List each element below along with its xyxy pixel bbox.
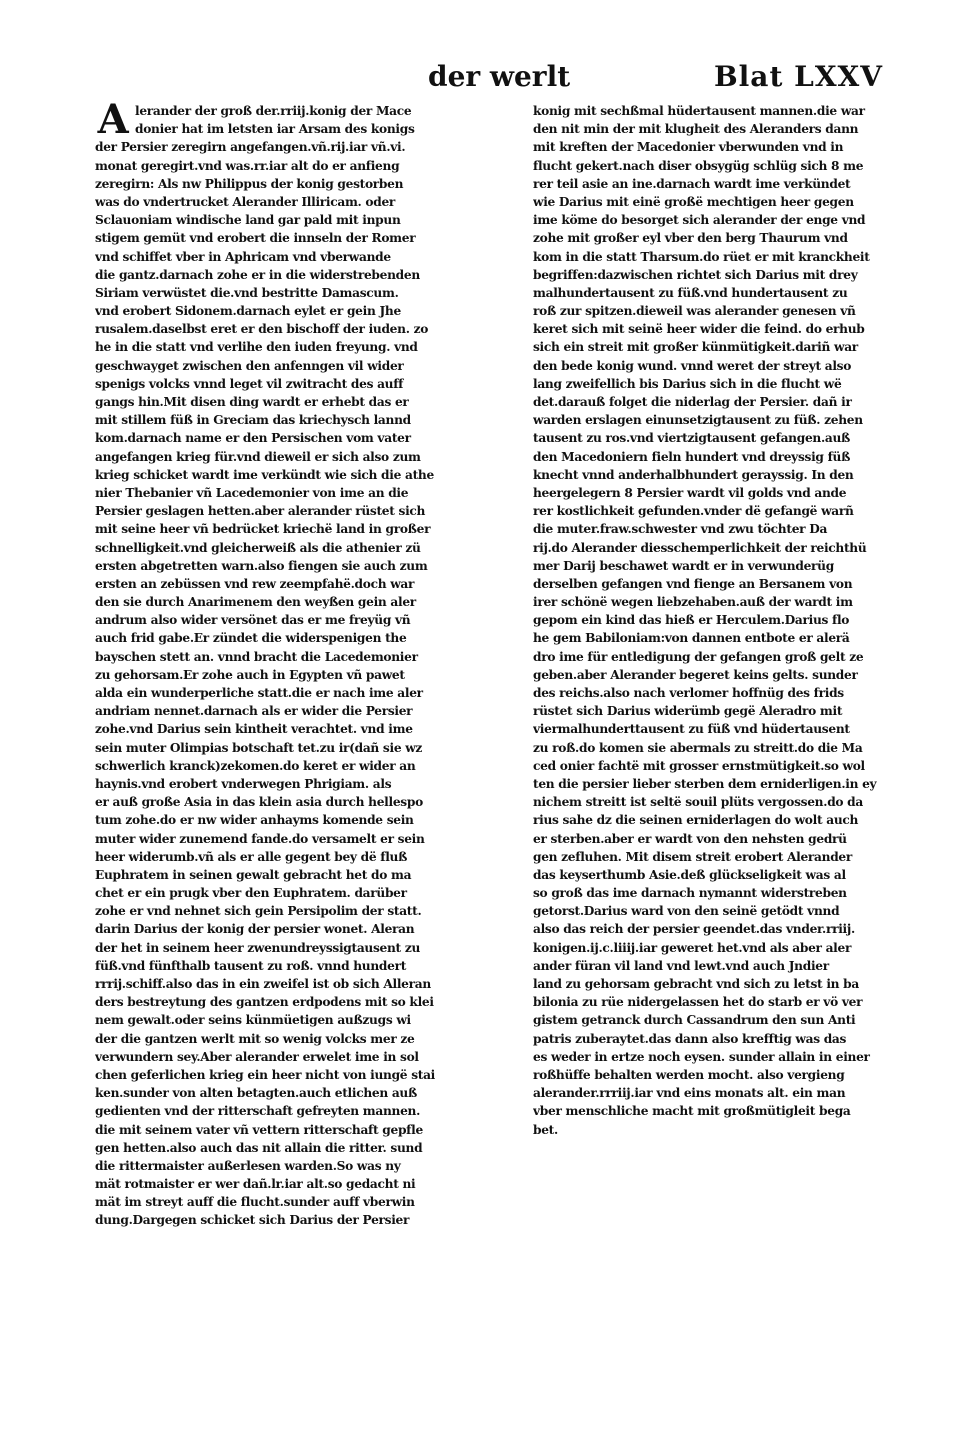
text-line: er sterben.aber er wardt von den nehsten gedrü bbox=[533, 831, 847, 846]
text-line: roßhüffe behalten werden mocht. also vergieng bbox=[533, 1067, 845, 1082]
text-line: krieg schicket wardt ime verkündt wie sich die athe bbox=[95, 467, 434, 482]
text-line: den sie durch Anarimenem den weyßen gein aler bbox=[95, 595, 416, 610]
text-line: spenigs volcks vnnd leget vil zwitracht des auff bbox=[95, 376, 404, 391]
text-line: der Persier zeregirn angefangen.vñ.rij.iar vñ.vi. bbox=[95, 140, 406, 155]
text-line: nier Thebanier vñ Lacedemonier von ime an die bbox=[95, 485, 409, 500]
text-line: knecht vnnd anderhalbhundert gerayssig. In den bbox=[533, 467, 854, 482]
text-line: land zu gehorsam gebracht vnd sich zu letst in ba bbox=[533, 977, 859, 991]
running-head bbox=[0, 60, 960, 100]
text-line: haynis.vnd erobert vnderwegen Phrigiam. als bbox=[95, 776, 392, 791]
header-title: der werlt bbox=[428, 60, 571, 93]
text-line: Sclauoniam windische land gar pald mit inpun bbox=[95, 213, 401, 228]
text-line: derselben gefangen vnd fienge an Bersanem von bbox=[533, 576, 853, 591]
text-line: chet er ein prugk vber den Euphratem. darüber bbox=[95, 886, 407, 901]
decorated-initial: A bbox=[97, 96, 129, 143]
folio-number: Blat LXXV bbox=[714, 60, 883, 93]
text-line: heergelegern 8 Persier wardt vil golds vnd ande bbox=[533, 485, 847, 500]
text-line: gen zefluhen. Mit disem streit erobert Alerander bbox=[533, 849, 853, 864]
text-line: irer schönë wegen liebzehaben.auß der wardt im bbox=[533, 595, 853, 610]
text-line: wie Darius mit einë großë mechtigen heer gegen bbox=[533, 194, 854, 209]
opening-block bbox=[95, 96, 457, 143]
text-line: rij.do Alerander diesschemperlichkeit der reichthü bbox=[533, 540, 867, 555]
text-line: konig mit sechßmal hüdertausent mannen.die war bbox=[533, 104, 865, 118]
text-line: er auß große Asia in das klein asia durch hellespo bbox=[95, 795, 423, 810]
text-line: geben.aber Alerander begeret keins gelts. sunder bbox=[533, 667, 858, 682]
text-line: warden erslagen einunsetzigtausent zu füß. zehen bbox=[533, 413, 863, 428]
text-line: mit stillem füß in Greciam das kriechysch lannd bbox=[95, 413, 411, 428]
text-line: lang zweifellich bis Darius sich in die flucht wë bbox=[533, 376, 842, 391]
text-column-right bbox=[533, 102, 895, 1139]
text-line: ken.sunder von alten betagten.auch etlichen auß bbox=[95, 1086, 417, 1101]
text-line: roß zur spitzen.dieweil was alerander genesen vñ bbox=[533, 304, 856, 319]
text-line: gedienten vnd der ritterschaft gefreyten mannen. bbox=[95, 1104, 421, 1119]
text-line: muter wider zunemend fande.do versamelt er sein bbox=[95, 831, 425, 846]
text-line: gistem getranck durch Cassandrum den sun Anti bbox=[533, 1013, 856, 1028]
text-line: stigem gemüt vnd erobert die innseln der Romer bbox=[95, 231, 416, 246]
text-line: bayschen stett an. vnnd bracht die Lacedemonier bbox=[95, 649, 418, 664]
text-line: alerander.rrriij.iar vnd eins monats alt. ein man bbox=[533, 1086, 846, 1101]
text-line: he in die statt vnd verlihe den iuden freyung. vnd bbox=[95, 340, 418, 355]
text-line: Euphratem in seinen gewalt gebracht het do ma bbox=[95, 867, 412, 882]
text-line: zeregirn: Als nw Philippus der konig gestorben bbox=[95, 176, 404, 191]
text-line: gangs hin.Mit disen ding wardt er erhebt das er bbox=[95, 395, 409, 409]
text-line: bet. bbox=[533, 1122, 558, 1137]
text-line: die mit seinem vater vñ vettern ritterschaft gepfle bbox=[95, 1122, 423, 1137]
text-line: Persier geslagen hetten.aber alerander rüstet sich bbox=[95, 504, 426, 519]
text-line: den Macedoniern fieln hundert vnd dreyssig füß bbox=[533, 449, 851, 464]
text-line: tum zohe.do er nw wider anhayms komende sein bbox=[95, 813, 414, 828]
text-line: rusalem.daselbst eret er den bischoff der iuden. zo bbox=[95, 322, 429, 337]
text-line: zu roß.do komen sie abermals zu streitt.do die Ma bbox=[533, 740, 863, 755]
text-line: gepom ein kind das hieß er Herculem.Darius flo bbox=[533, 613, 850, 628]
text-line: den bede konig wund. vnnd weret der streyt also bbox=[533, 358, 852, 373]
text-line: andriam nennet.darnach als er wider die Persier bbox=[95, 704, 413, 719]
text-line: he gem Babiloniam:von dannen entbote er alerä bbox=[533, 631, 850, 646]
text-line: viermalhunderttausent zu füß vnd hüdertausent bbox=[533, 722, 850, 737]
text-line: mit seine heer vñ bedrücket kriechë land in großer bbox=[95, 522, 431, 537]
text-line: ime köme do besorget sich alerander der enge vnd bbox=[533, 213, 866, 228]
text-line: füß.vnd fünfthalb tausent zu roß. vnnd hundert bbox=[95, 958, 407, 973]
text-line: was do vndertrucket Alerander Illiricam. oder bbox=[95, 194, 396, 209]
text-line: patris zuberaytet.das dann also krefftig was das bbox=[533, 1031, 847, 1046]
text-line: det.darauß folget die niderlag der Persier. dañ ir bbox=[533, 395, 852, 409]
text-line: zohe.vnd Darius sein kintheit verachtet. vnd ime bbox=[95, 722, 413, 737]
text-line: rrrij.schiff.also das in ein zweifel ist ob sich Alleran bbox=[95, 977, 431, 991]
text-line: die rittermaister außerlesen warden.So was ny bbox=[95, 1158, 401, 1173]
text-line: sein muter Olimpias botschaft tet.zu ir(dañ sie wz bbox=[95, 740, 423, 755]
text-line: rer teil asie an ine.darnach wardt ime verkündet bbox=[533, 176, 851, 191]
text-line: ten die persier lieber sterben dem erniderligen.in ey bbox=[533, 776, 877, 791]
text-line: flucht gekert.nach diser obsygüg schlüg sich 8 me bbox=[533, 158, 864, 173]
text-line: begriffen:dazwischen richtet sich Darius mit drey bbox=[533, 267, 858, 282]
text-line: verwundern sey.Aber alerander erwelet ime in sol bbox=[95, 1049, 419, 1064]
text-line: so groß das ime darnach nymannt widerstreben bbox=[533, 886, 847, 901]
text-line: lerander der groß der.rriij.konig der Mace bbox=[135, 104, 412, 118]
text-line: ced onier fachtë mit grosser ernstmütigkeit.so wol bbox=[533, 758, 865, 773]
text-line: dro ime für entledigung der gefangen groß gelt ze bbox=[533, 649, 864, 664]
text-line: tausent zu ros.vnd viertzigtausent gefangen.auß bbox=[533, 431, 851, 446]
text-line: kom.darnach name er den Persischen vom vater bbox=[95, 431, 411, 446]
text-line: ersten abgetretten warn.also fiengen sie auch zum bbox=[95, 558, 428, 573]
text-line: es weder in ertze noch eysen. sunder allain in einer bbox=[533, 1049, 870, 1064]
text-line: Siriam verwüstet die.vnd bestritte Damascum. bbox=[95, 285, 399, 300]
text-line: das keyserthumb Asie.deß glückseligkeit was al bbox=[533, 867, 846, 882]
text-line: mät rotmaister er wer dañ.lr.iar alt.so gedacht ni bbox=[95, 1177, 416, 1192]
text-line: also das reich der persier geendet.das vnder.rriij. bbox=[533, 922, 855, 937]
text-line: geschwayget zwischen den anfenngen vil wider bbox=[95, 358, 404, 373]
text-line: zohe mit großer eyl vber den berg Thaurum vnd bbox=[533, 231, 848, 246]
text-line: konigen.ij.c.liiij.iar geweret het.vnd als aber aler bbox=[533, 940, 852, 955]
text-line: die muter.fraw.schwester vnd zwu töchter Da bbox=[533, 522, 828, 537]
text-line: dung.Dargegen schicket sich Darius der Persier bbox=[95, 1213, 410, 1228]
text-line: sich ein streit mit großer künmütigkeit.dariñ war bbox=[533, 340, 858, 355]
text-line: zu gehorsam.Er zohe auch in Egypten vñ pawet bbox=[95, 667, 405, 682]
text-line: rius sahe dz die seinen erniderlagen do wolt auch bbox=[533, 813, 859, 828]
text-line: mer Darij beschawet wardt er in verwunderüg bbox=[533, 558, 834, 573]
text-line: andrum also wider versönet das er me freyüg vñ bbox=[95, 613, 411, 628]
text-line: keret sich mit seinë heer wider die feind. do erhub bbox=[533, 322, 865, 337]
text-line: chen geferlichen krieg ein heer nicht von iungë stai bbox=[95, 1067, 436, 1082]
text-line: malhundertausent zu füß.vnd hundertausent zu bbox=[533, 285, 848, 300]
text-line: donier hat im letsten iar Arsam des konigs bbox=[135, 122, 415, 137]
text-line: des reichs.also nach verlomer hoffnüg des frids bbox=[533, 686, 844, 700]
text-line: monat geregirt.vnd was.rr.iar alt do er anfieng bbox=[95, 158, 400, 173]
text-line: zohe er vnd nehnet sich gein Persipolim der statt. bbox=[95, 904, 422, 919]
text-line: der het in seinem heer zwenundreyssigtausent zu bbox=[95, 940, 421, 955]
text-line: alda ein wunderperliche statt.die er nach ime aler bbox=[95, 686, 423, 700]
text-line: gen hetten.also auch das nit allain die ritter. sund bbox=[95, 1140, 423, 1155]
text-line: rüstet sich Darius widerümb gegë Aleradro mit bbox=[533, 704, 843, 719]
text-line: auch frid gabe.Er zündet die widerspenigen the bbox=[95, 631, 407, 646]
text-line: angefangen krieg für.vnd dieweil er sich also zum bbox=[95, 449, 421, 464]
text-column-left bbox=[95, 96, 457, 1230]
text-line: mit kreften der Macedonier vberwunden vnd in bbox=[533, 140, 844, 155]
text-line: vnd schiffet vber in Aphricam vnd vberwande bbox=[95, 249, 391, 264]
text-line: heer widerumb.vñ als er alle gegent bey dë fluß bbox=[95, 849, 408, 864]
text-line: schwerlich kranck)zekomen.do keret er wider an bbox=[95, 758, 416, 773]
text-line: vber menschliche macht mit großmütigleit bega bbox=[533, 1104, 851, 1119]
text-line: nichem streitt ist seltë souil plüts vergossen.do da bbox=[533, 795, 864, 810]
text-line: die gantz.darnach zohe er in die widerstrebenden bbox=[95, 267, 420, 282]
right-lines bbox=[533, 102, 895, 1139]
text-line: mät im streyt auff die flucht.sunder auff vberwin bbox=[95, 1195, 415, 1210]
text-line: schnelligkeit.vnd gleicherweiß als die athenier zü bbox=[95, 540, 421, 555]
text-line: der die gantzen werlt mit so wenig volcks mer ze bbox=[95, 1031, 415, 1046]
text-line: bilonia zu rüe nidergelassen het do starb er vö ver bbox=[533, 995, 863, 1010]
text-line: den nit min der mit klugheit des Aleranders dann bbox=[533, 122, 859, 137]
text-line: darin Darius der konig der persier wonet. Aleran bbox=[95, 922, 415, 937]
text-line: getorst.Darius ward von den seinë getödt vnnd bbox=[533, 904, 840, 919]
text-line: ander füran vil land vnd lewt.vnd auch Jndier bbox=[533, 958, 829, 973]
text-line: rer kostlichkeit gefunden.vnder dë gefangë warñ bbox=[533, 504, 854, 519]
left-lines bbox=[95, 138, 457, 1229]
text-line: ders bestreytung des gantzen erdpodens mit so klei bbox=[95, 995, 434, 1010]
text-line: vnd erobert Sidonem.darnach eylet er gein Jhe bbox=[95, 304, 401, 319]
text-line: kom in die statt Tharsum.do rüet er mit kranckheit bbox=[533, 249, 870, 264]
text-line: ersten an zebüssen vnd rew zeempfahë.doch war bbox=[95, 576, 415, 591]
text-line: nem gewalt.oder seins künmüetigen außzugs wi bbox=[95, 1013, 411, 1028]
